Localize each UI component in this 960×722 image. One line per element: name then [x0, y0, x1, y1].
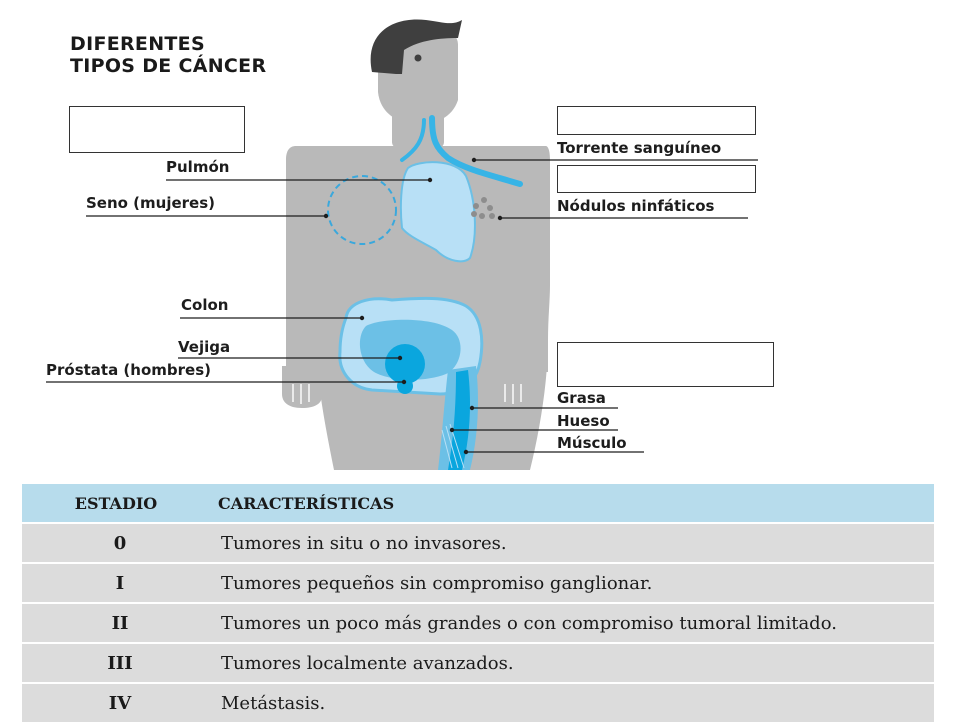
label-seno: Seno (mujeres)	[86, 194, 216, 212]
table-row	[22, 563, 934, 603]
left-arm	[286, 160, 318, 372]
title-line-2: TIPOS DE CÁNCER	[70, 55, 267, 77]
stage-cell: IV	[22, 683, 218, 722]
label-musculo: Músculo	[557, 434, 627, 452]
description-cell: Tumores in situ o no invasores.	[218, 523, 934, 563]
answer-box-top-left[interactable]	[69, 106, 245, 153]
stage-cell: III	[22, 643, 218, 683]
left-hand	[282, 366, 322, 408]
body-silhouette	[282, 23, 550, 470]
answer-box-mid-right[interactable]	[557, 165, 756, 193]
right-arm	[514, 160, 548, 372]
stage-cell: 0	[22, 523, 218, 563]
table-row	[22, 523, 934, 563]
label-prostata: Próstata (hombres)	[46, 361, 211, 379]
title-line-1: DIFERENTES	[70, 33, 205, 55]
answer-box-lower-right[interactable]	[557, 342, 774, 387]
label-nodulos: Nódulos ninfáticos	[557, 197, 715, 215]
stage-cell: I	[22, 563, 218, 603]
right-hand	[494, 366, 530, 408]
header-caracteristicas: CARACTERÍSTICAS	[218, 484, 934, 523]
answer-box-top-right[interactable]	[557, 106, 756, 135]
stages-table	[22, 484, 934, 722]
stage-cell: II	[22, 603, 218, 643]
table-row	[22, 643, 934, 683]
description-cell: Tumores un poco más grandes o con compromiso tumoral limitado.	[218, 603, 934, 643]
header-estadio: ESTADIO	[22, 484, 218, 523]
description-cell: Tumores localmente avanzados.	[218, 643, 934, 683]
label-hueso: Hueso	[557, 412, 610, 430]
table-header-row	[22, 484, 934, 523]
table-row	[22, 603, 934, 643]
description-cell: Metástasis.	[218, 683, 934, 722]
label-vejiga: Vejiga	[178, 338, 231, 356]
description-cell: Tumores pequeños sin compromiso ganglionar.	[218, 563, 934, 603]
eye	[415, 55, 422, 62]
label-torrente: Torrente sanguíneo	[557, 139, 722, 157]
table-row	[22, 683, 934, 722]
label-pulmon: Pulmón	[166, 158, 230, 176]
label-grasa: Grasa	[557, 389, 606, 407]
label-colon: Colon	[181, 296, 229, 314]
